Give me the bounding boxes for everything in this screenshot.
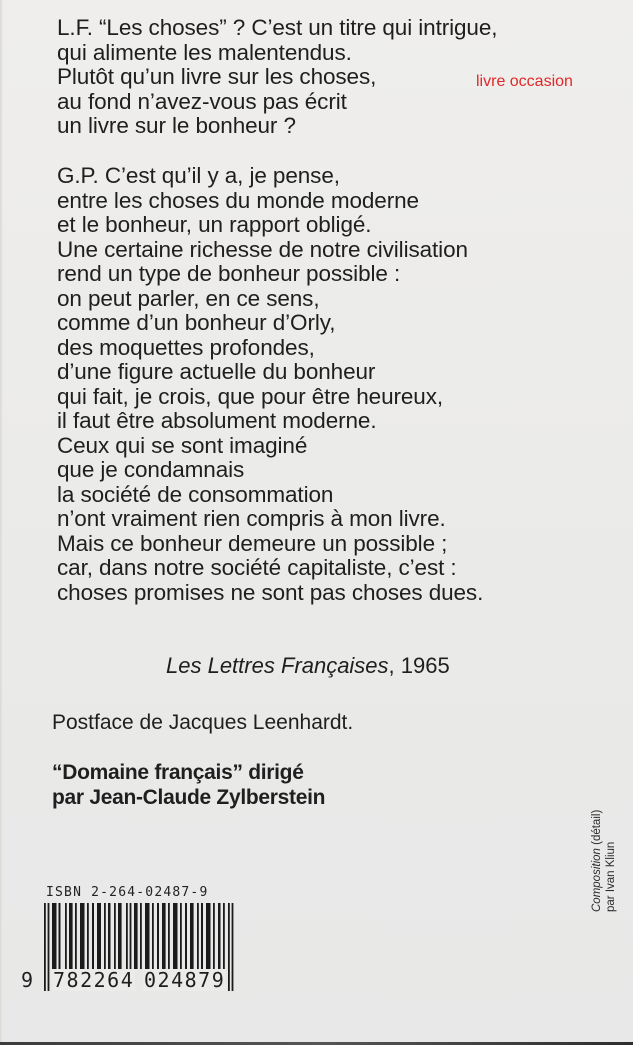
text-line: qui fait, je crois, que pour être heureux, bbox=[57, 383, 444, 409]
collection-line: “Domaine français” dirigé bbox=[52, 761, 304, 784]
isbn-label: ISBN 2-264-02487-9 bbox=[46, 885, 209, 900]
ean-first-digit: 9 bbox=[21, 968, 35, 992]
text-line: qui alimente les malentendus. bbox=[57, 39, 352, 65]
text-line: d’une figure actuelle du bonheur bbox=[57, 359, 376, 384]
credit-line-1 bbox=[590, 810, 604, 912]
postface-credit: Postface de Jacques Leenhardt. bbox=[52, 711, 354, 734]
text-line: la société de consommation bbox=[57, 481, 334, 507]
citation bbox=[166, 654, 450, 678]
text-line: Plutôt qu’un livre sur les choses, bbox=[57, 64, 377, 89]
text-line: n’ont vraiment rien compris à mon livre. bbox=[57, 506, 446, 531]
text-line: au fond n’avez-vous pas écrit bbox=[57, 88, 347, 114]
collection-line: par Jean-Claude Zylberstein bbox=[52, 786, 326, 809]
text-line: Ceux qui se sont imaginé bbox=[57, 432, 308, 458]
text-line: il faut être absolument moderne. bbox=[57, 408, 377, 433]
interview-question bbox=[57, 16, 497, 139]
credit-title: Composition bbox=[591, 848, 603, 912]
text-line: Mais ce bonheur demeure un possible ; bbox=[57, 530, 448, 556]
text-line: rend un type de bonheur possible : bbox=[57, 261, 401, 286]
text-line: L.F. “Les choses” ? C’est un titre qui intrigue, bbox=[57, 15, 498, 40]
text-line: Une certaine richesse de notre civilisation bbox=[57, 236, 468, 262]
ean-right-group: 024879 bbox=[144, 968, 226, 992]
citation-source: Les Lettres Françaises bbox=[166, 653, 389, 678]
collection-credit bbox=[52, 760, 325, 810]
credit-detail: (détail) bbox=[591, 809, 603, 849]
text-line: un livre sur le bonheur ? bbox=[57, 113, 296, 138]
cover-art-credit bbox=[590, 810, 618, 912]
text-line: choses promises ne sont pas choses dues. bbox=[57, 579, 484, 605]
citation-year: , 1965 bbox=[388, 653, 450, 678]
ean-left-group: 782264 bbox=[53, 968, 135, 992]
used-book-stamp: livre occasion bbox=[476, 73, 573, 90]
text-line: comme d’un bonheur d’Orly, bbox=[57, 310, 336, 335]
text-line: entre les choses du monde moderne bbox=[57, 187, 419, 213]
interview-answer bbox=[57, 164, 483, 605]
credit-line-2: par Ivan Kliun bbox=[605, 841, 617, 912]
text-line: des moquettes profondes, bbox=[57, 334, 315, 360]
text-line: et le bonheur, un rapport obligé. bbox=[57, 212, 372, 237]
cover-left-edge bbox=[0, 0, 3, 1045]
text-line: car, dans notre société capitaliste, c’est : bbox=[57, 555, 457, 580]
text-line: on peut parler, en ce sens, bbox=[57, 285, 320, 311]
text-line: que je condamnais bbox=[57, 457, 245, 482]
text-line: G.P. C’est qu’il y a, je pense, bbox=[57, 163, 340, 188]
